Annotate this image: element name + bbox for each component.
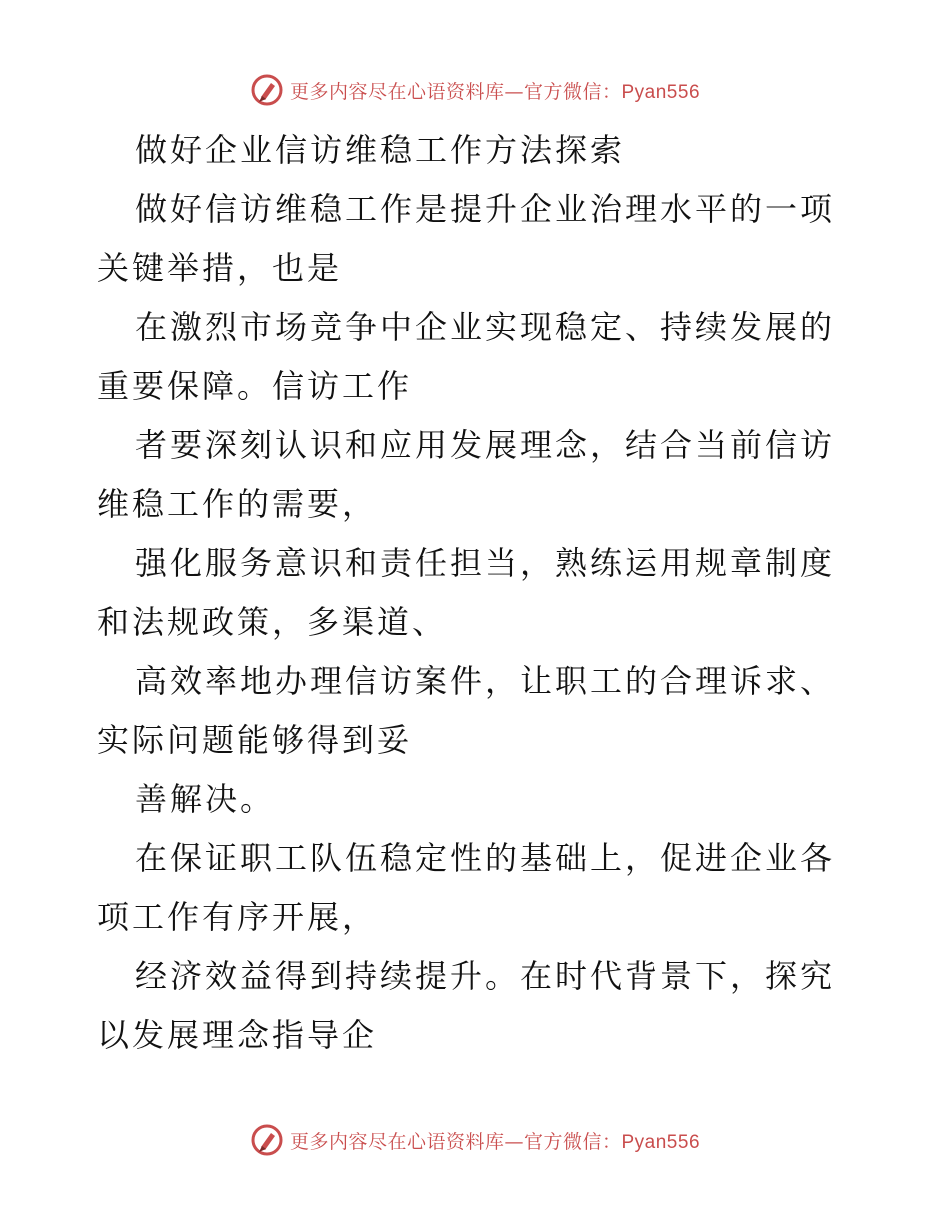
paragraph: 者要深刻认识和应用发展理念，结合当前信访维稳工作的需要， (97, 426, 836, 523)
paragraph: 经济效益得到持续提升。在时代背景下，探究以发展理念指导企 (97, 957, 836, 1054)
footer-banner (0, 1120, 950, 1160)
banner-wechat-id: Pyan556 (621, 81, 701, 103)
pen-nib-circle-icon (250, 1123, 284, 1157)
paragraph: 做好信访维稳工作是提升企业治理水平的一项关键举措，也是 (97, 190, 836, 287)
header-banner (0, 70, 950, 110)
paragraph: 强化服务意识和责任担当，熟练运用规章制度和法规政策，多渠道、 (97, 544, 836, 641)
pen-nib-circle-icon (250, 73, 284, 107)
banner-text-main: 更多内容尽在心语资料库—官方微信： (289, 1130, 622, 1153)
banner-text (290, 1127, 700, 1154)
document-title: 做好企业信访维稳工作方法探索 (135, 131, 626, 169)
banner-text (290, 77, 700, 104)
banner-text-main: 更多内容尽在心语资料库—官方微信： (289, 80, 622, 103)
paragraph: 善解决。 (135, 780, 276, 818)
paragraph: 在激烈市场竞争中企业实现稳定、持续发展的重要保障。信访工作 (97, 308, 836, 405)
banner-wechat-id: Pyan556 (621, 1131, 701, 1153)
paragraph: 高效率地办理信访案件，让职工的合理诉求、实际问题能够得到妥 (97, 662, 836, 759)
document-body (97, 121, 857, 1065)
paragraph: 在保证职工队伍稳定性的基础上，促进企业各项工作有序开展， (97, 839, 836, 936)
